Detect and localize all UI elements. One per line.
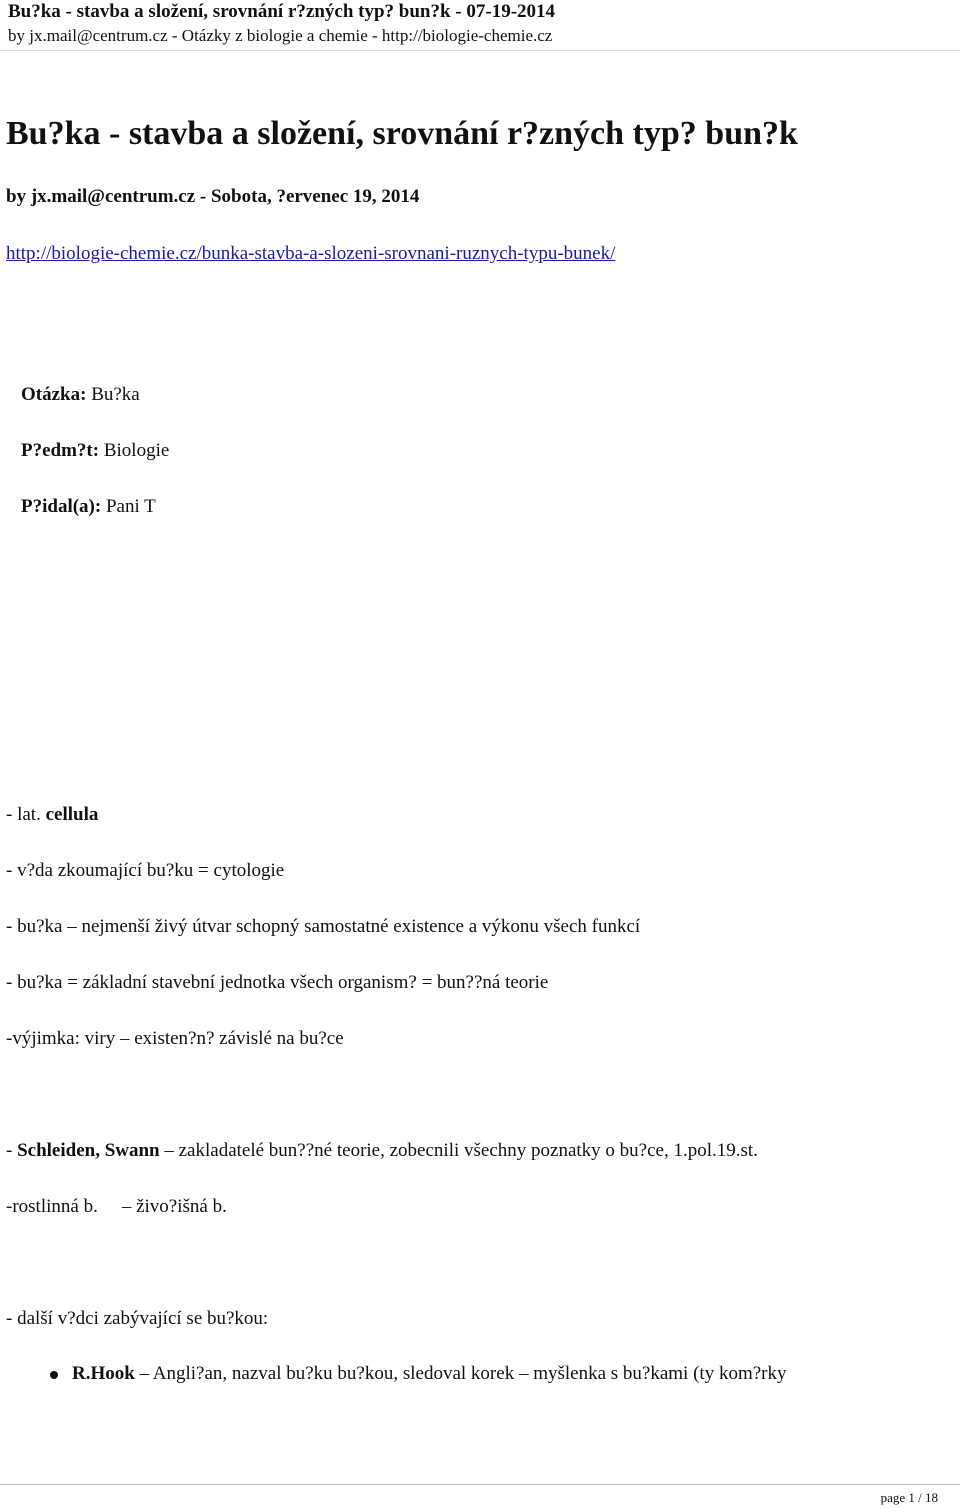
pdf-header-subtitle: by jx.mail@centrum.cz - Otázky z biologie a chemie - http://biologie-chemie.cz xyxy=(8,26,553,45)
footer-divider xyxy=(0,1484,960,1485)
bullet-rest: – Angli?an, nazval bu?ku bu?kou, sledoval korek – myšlenka s bu?kami (ty kom?rky xyxy=(134,1363,787,1384)
body-line-5: -výjimka: viry – existen?n? závislé na bu?ce xyxy=(6,1028,344,1049)
article-title: Bu?ka - stavba a složení, srovnání r?zných typ? bun?k xyxy=(6,115,798,152)
body-line-6-prefix: - xyxy=(6,1140,18,1161)
bullet-list-item xyxy=(72,1361,786,1387)
meta-subject xyxy=(21,438,169,464)
bullet-bold: R.Hook xyxy=(72,1363,135,1384)
body-line-2: - v?da zkoumající bu?ku = cytologie xyxy=(6,860,285,881)
meta-subject-label: P?edm?t: xyxy=(21,440,100,461)
header-divider xyxy=(0,50,960,51)
body-line-7 xyxy=(6,1194,227,1220)
body-line-1-prefix: - lat. xyxy=(6,804,46,825)
page-number: page 1 / 18 xyxy=(880,1490,938,1505)
body-line-7-a: -rostlinná b. xyxy=(6,1196,98,1217)
body-line-6-bold: Schleiden, Swann xyxy=(17,1140,160,1161)
body-line-3: - bu?ka – nejmenší živý útvar schopný samostatné existence a výkonu všech funkcí xyxy=(6,916,641,937)
body-line-8: - další v?dci zabývající se bu?kou: xyxy=(6,1308,269,1329)
body-line-1 xyxy=(6,802,98,828)
article-byline: by jx.mail@centrum.cz - Sobota, ?ervenec 19, 2014 xyxy=(6,186,420,207)
meta-question-label: Otázka: xyxy=(21,384,87,405)
body-line-7-b: – živo?išná b. xyxy=(121,1196,227,1217)
meta-author xyxy=(21,494,156,520)
meta-author-value: Pani T xyxy=(105,496,156,517)
bullet-icon xyxy=(50,1371,58,1379)
meta-question xyxy=(21,382,140,408)
body-line-1-bold: cellula xyxy=(45,804,99,825)
body-line-6 xyxy=(6,1138,758,1164)
article-url-link[interactable]: http://biologie-chemie.cz/bunka-stavba-a-slozeni-srovnani-ruznych-typu-bunek/ xyxy=(6,243,616,264)
body-line-4: - bu?ka = základní stavební jednotka všech organism? = bun??ná teorie xyxy=(6,972,549,993)
meta-question-value: Bu?ka xyxy=(91,384,140,405)
pdf-header-title: Bu?ka - stavba a složení, srovnání r?zných typ? bun?k - 07-19-2014 xyxy=(8,1,556,22)
body-line-6-rest: – zakladatelé bun??né teorie, zobecnili všechny poznatky o bu?ce, 1.pol.19.st. xyxy=(159,1140,758,1161)
meta-subject-value: Biologie xyxy=(103,440,170,461)
meta-author-label: P?idal(a): xyxy=(21,496,102,517)
